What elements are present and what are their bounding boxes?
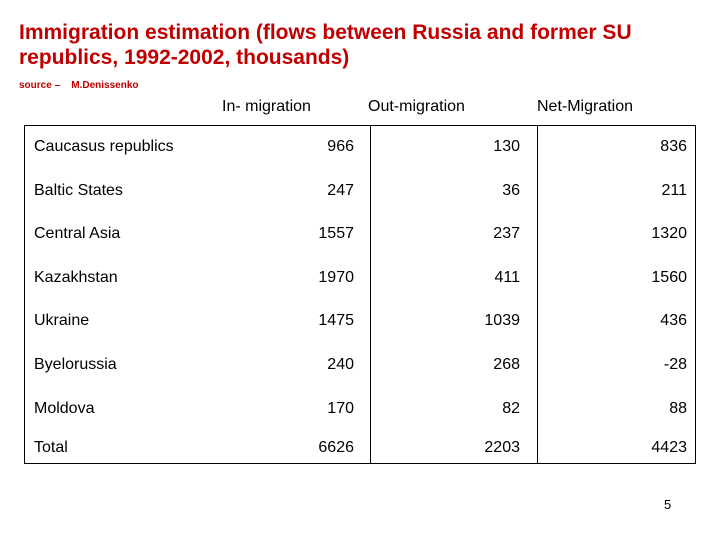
- slide-title: Immigration estimation (flows between Russia and former SU republics, 1992-2002, thousands): [19, 21, 632, 69]
- out-migration-value: 237: [493, 225, 520, 243]
- header-net-migration: Net-Migration: [537, 98, 634, 115]
- region-label: Byelorussia: [34, 356, 117, 373]
- net-migration-value: 1320: [651, 225, 687, 243]
- net-migration-value: 4423: [651, 439, 687, 457]
- net-migration-value: 836: [660, 138, 687, 155]
- net-migration-value: 1560: [651, 268, 687, 286]
- out-migration-value: 1039: [484, 312, 520, 330]
- region-label: Central Asia: [34, 225, 121, 243]
- net-migration-value: 88: [669, 399, 687, 417]
- out-migration-value: 411: [494, 268, 520, 286]
- region-label: Ukraine: [34, 312, 90, 330]
- table-row: [25, 126, 695, 170]
- header-in-migration: In- migration: [222, 98, 311, 115]
- net-migration-value: 436: [660, 312, 687, 330]
- in-migration-value: 1475: [318, 312, 354, 330]
- table-row: [25, 257, 695, 301]
- net-migration-value: -28: [663, 356, 687, 373]
- page-number: 5: [664, 497, 672, 512]
- table-row: [25, 388, 695, 432]
- in-migration-value: 1970: [318, 268, 354, 286]
- table-row: [25, 300, 695, 344]
- in-migration-value: 247: [327, 181, 354, 199]
- migration-table: [24, 125, 696, 464]
- in-migration-value: 966: [327, 138, 354, 155]
- out-migration-value: 36: [502, 181, 520, 199]
- out-migration-value: 2203: [484, 439, 520, 457]
- in-migration-value: 6626: [318, 439, 354, 457]
- net-migration-value: 211: [661, 181, 687, 199]
- in-migration-value: 170: [327, 399, 354, 417]
- source-note: source – M.Denissenko: [19, 80, 139, 91]
- in-migration-value: 240: [327, 356, 354, 373]
- table-row: [25, 344, 695, 388]
- out-migration-value: 130: [493, 138, 520, 155]
- header-out-migration: Out-migration: [368, 98, 465, 115]
- table-row: [25, 170, 695, 214]
- table-row-total: [25, 431, 695, 464]
- in-migration-value: 1557: [318, 225, 354, 243]
- region-label: Kazakhstan: [34, 268, 118, 286]
- region-label: Caucasus republics: [34, 138, 174, 155]
- out-migration-value: 82: [502, 399, 520, 417]
- region-label: Total: [34, 439, 68, 457]
- region-label: Moldova: [34, 399, 95, 417]
- out-migration-value: 268: [493, 356, 520, 373]
- table-row: [25, 213, 695, 257]
- region-label: Baltic States: [34, 181, 123, 199]
